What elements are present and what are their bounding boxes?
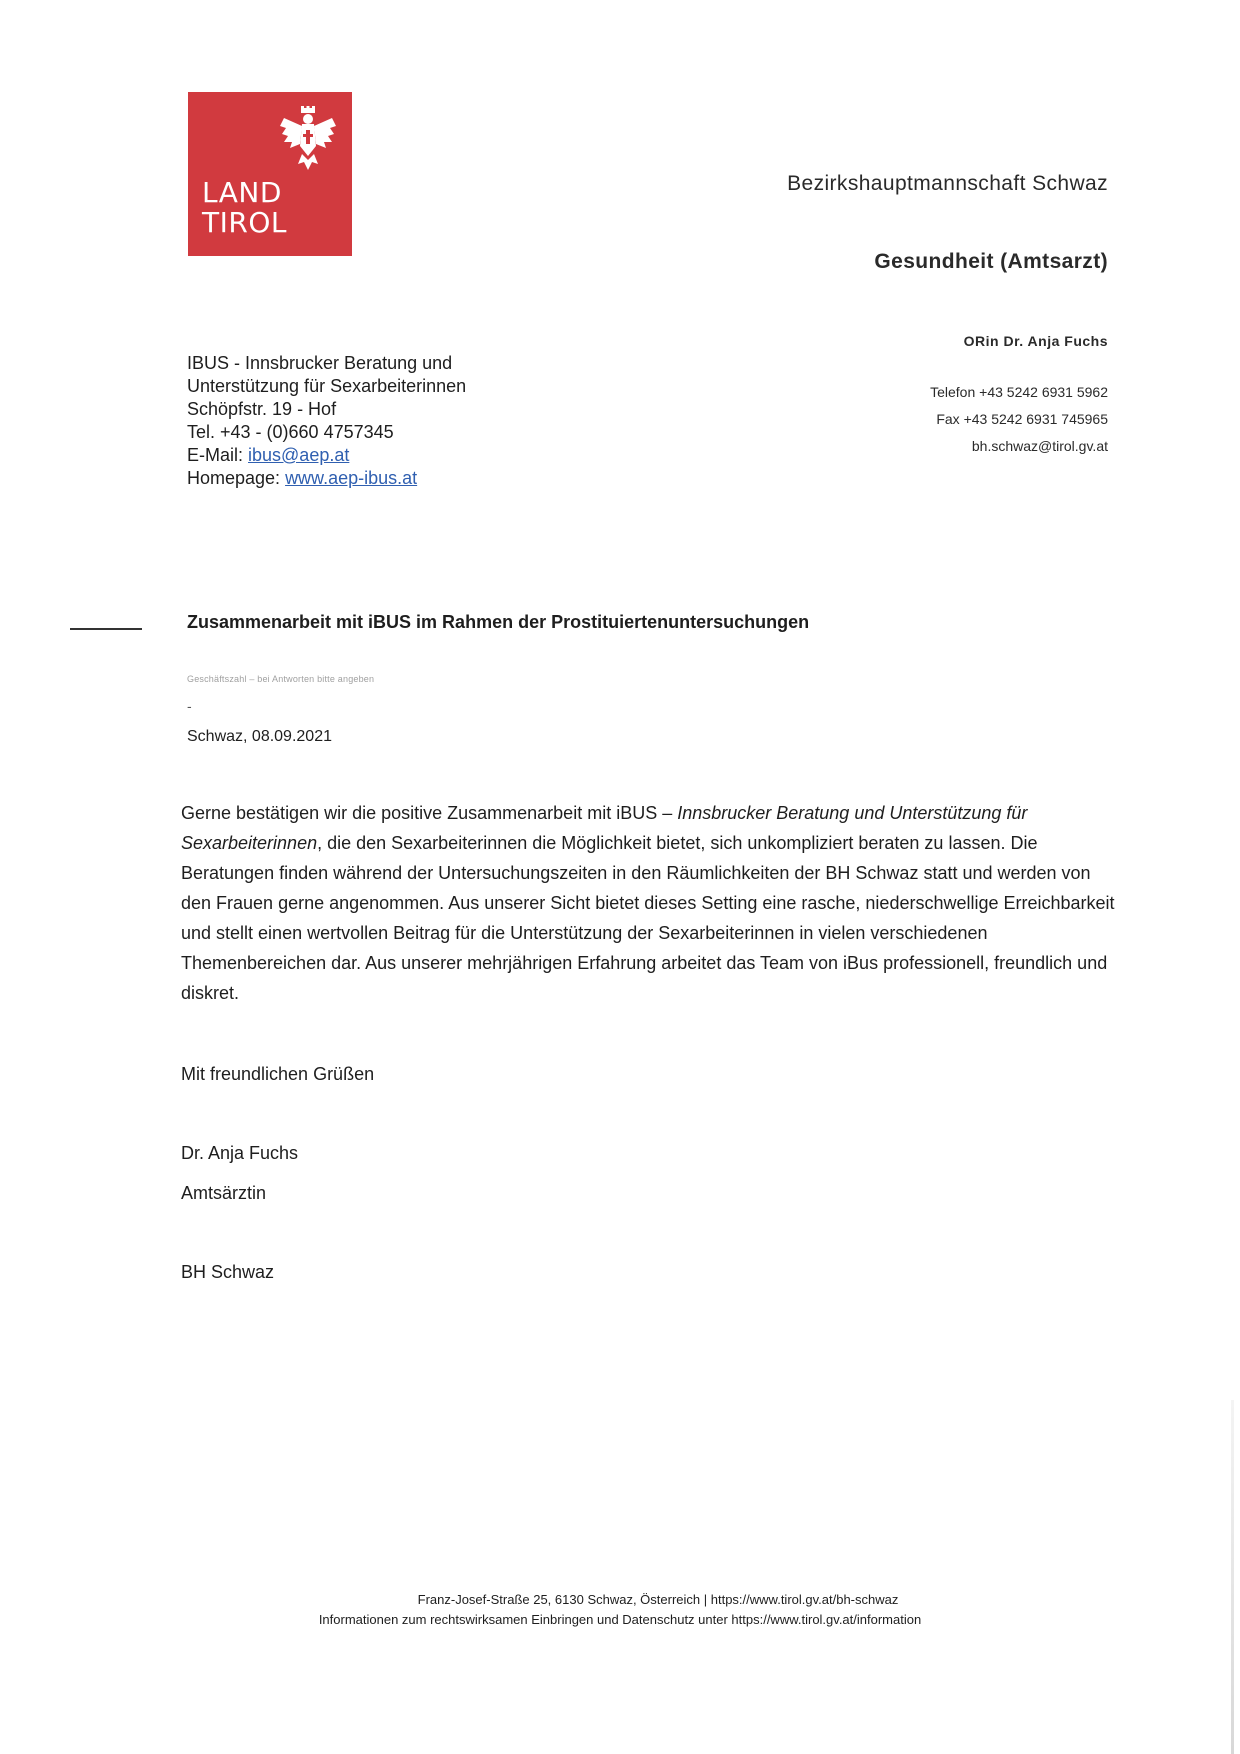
footer-address: Franz-Josef-Straße 25, 6130 Schwaz, Österreich | https://www.tirol.gv.at/bh-schwaz: [417, 1592, 899, 1607]
letter-body: [181, 798, 1121, 1008]
recipient-line-4: Tel. +43 - (0)660 4757345: [187, 422, 394, 442]
recipient-line-1: IBUS - Innsbrucker Beratung und: [187, 353, 453, 373]
tyrolean-eagle-icon: [280, 106, 336, 172]
footer-information: Informationen zum rechtswirksamen Einbringen und Datenschutz unter https://www.tirol.gv.at/information: [318, 1612, 922, 1627]
recipient-line-2: Unterstützung für Sexarbeiterinnen: [187, 376, 467, 396]
letter-closing: Mit freundlichen Grüßen: [181, 1064, 375, 1084]
logo-line-1: LAND: [202, 176, 282, 209]
recipient-homepage-label: Homepage:: [187, 468, 286, 488]
recipient-line-3: Schöpfstr. 19 - Hof: [187, 399, 337, 419]
logo-wordmark: [202, 178, 287, 238]
contact-email: bh.schwaz@tirol.gv.at: [971, 438, 1108, 454]
letter-subject: Zusammenarbeit mit iBUS im Rahmen der Prostituiertenuntersuchungen: [187, 612, 810, 632]
reference-label: Geschäftszahl – bei Antworten bitte angeben: [187, 674, 375, 684]
land-tirol-logo: [188, 92, 352, 256]
recipient-homepage-link[interactable]: www.aep-ibus.at: [285, 468, 418, 488]
recipient-email-row: [187, 444, 466, 467]
signer-title: Amtsärztin: [181, 1183, 267, 1203]
organization-name: Bezirkshauptmannschaft Schwaz: [787, 172, 1108, 195]
contact-block: [930, 333, 1108, 460]
contact-phone: Telefon +43 5242 6931 5962: [930, 384, 1108, 400]
body-text-italic: Innsbrucker Beratung und Unterstützung für Sexarbeiterinnen: [181, 803, 1028, 853]
signer-name: Dr. Anja Fuchs: [181, 1143, 299, 1163]
reference-value: -: [187, 698, 192, 714]
letter-date: Schwaz, 08.09.2021: [187, 728, 332, 745]
contact-name: ORin Dr. Anja Fuchs: [963, 333, 1108, 349]
recipient-email-label: E-Mail:: [187, 445, 249, 465]
page-footer: [0, 1590, 1240, 1630]
recipient-address: [187, 352, 466, 490]
logo-line-2: TIROL: [202, 206, 287, 239]
fold-mark: [70, 628, 142, 630]
body-text-part-2: , die den Sexarbeiterinnen die Möglichkeit bietet, sich unkompliziert beraten zu lassen. Die Beratungen finden während der Untersuchungszeiten in den Räumlichkeiten der BH Schwaz statt und werden von den Frauen gerne angenommen. Aus unserer Sicht bietet dieses Setting eine rasche, niederschwellige Erreichbarkeit und stellt einen wertvollen Beitrag für die Unterstützung der Sexarbeiterinnen in vielen verschiedenen Themenbereichen dar. Aus unserer mehrjährigen Erfahrung arbeitet das Team von iBus professionell, freundlich und diskret.: [181, 833, 1115, 1003]
signer-office: BH Schwaz: [181, 1262, 275, 1282]
scan-edge: [1231, 1400, 1234, 1754]
contact-fax: Fax +43 5242 6931 745965: [936, 411, 1108, 427]
body-text-part-1: Gerne bestätigen wir die positive Zusammenarbeit mit iBUS –: [181, 803, 678, 823]
recipient-email-link[interactable]: ibus@aep.at: [248, 445, 350, 465]
recipient-homepage-row: [187, 467, 466, 490]
department-name: Gesundheit (Amtsarzt): [874, 250, 1108, 273]
